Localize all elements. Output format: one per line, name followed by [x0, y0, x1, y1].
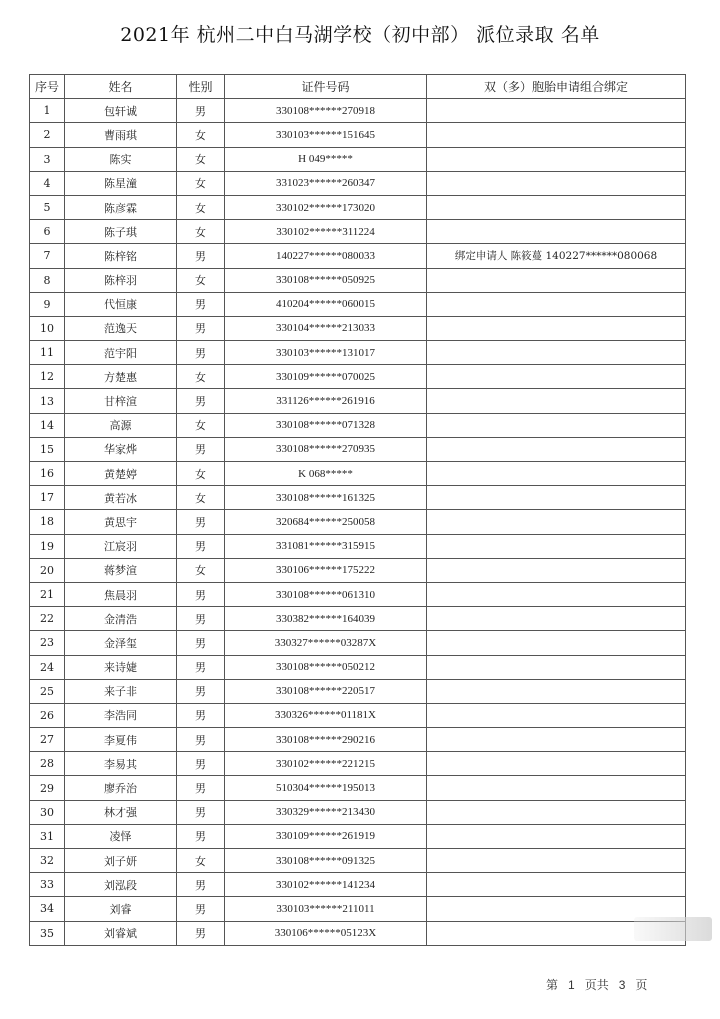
name-cell: 高源 [65, 413, 177, 437]
twin-binding-cell [427, 195, 686, 219]
serial-cell: 16 [30, 462, 65, 486]
table-row [30, 437, 686, 461]
gender-cell: 男 [177, 316, 225, 340]
twin-binding-cell: 绑定申请人 陈筱蔓 140227******080068 [427, 244, 686, 268]
id-number-cell: 330327******03287X [225, 631, 427, 655]
twin-binding-cell [427, 607, 686, 631]
header-name: 姓名 [65, 75, 177, 99]
gender-cell: 男 [177, 728, 225, 752]
serial-cell: 9 [30, 292, 65, 316]
gender-cell: 男 [177, 776, 225, 800]
table-row [30, 510, 686, 534]
gender-cell: 男 [177, 873, 225, 897]
name-cell: 陈梓铭 [65, 244, 177, 268]
id-number-cell: 140227******080033 [225, 244, 427, 268]
table-header [30, 75, 686, 99]
gender-cell: 女 [177, 147, 225, 171]
gender-cell: 女 [177, 486, 225, 510]
gender-cell: 男 [177, 752, 225, 776]
page-footer [546, 976, 647, 993]
id-number-cell: 330109******261919 [225, 824, 427, 848]
id-number-cell: 330108******220517 [225, 679, 427, 703]
gender-cell: 男 [177, 244, 225, 268]
table-row [30, 220, 686, 244]
table-row [30, 679, 686, 703]
table-row [30, 655, 686, 679]
twin-binding-cell [427, 413, 686, 437]
id-number-cell: 320684******250058 [225, 510, 427, 534]
serial-cell: 13 [30, 389, 65, 413]
name-cell: 刘泓段 [65, 873, 177, 897]
twin-binding-cell [427, 437, 686, 461]
twin-binding-cell [427, 123, 686, 147]
serial-cell: 17 [30, 486, 65, 510]
table-row [30, 703, 686, 727]
name-cell: 范逸天 [65, 316, 177, 340]
id-number-cell: 331023******260347 [225, 171, 427, 195]
table-row [30, 365, 686, 389]
table-row [30, 897, 686, 921]
id-number-cell: 330102******311224 [225, 220, 427, 244]
serial-cell: 10 [30, 316, 65, 340]
serial-cell: 24 [30, 655, 65, 679]
twin-binding-cell [427, 147, 686, 171]
id-number-cell: 330103******211011 [225, 897, 427, 921]
name-cell: 陈星潼 [65, 171, 177, 195]
serial-cell: 12 [30, 365, 65, 389]
name-cell: 江宸羽 [65, 534, 177, 558]
header-id-number: 证件号码 [225, 75, 427, 99]
id-number-cell: 410204******060015 [225, 292, 427, 316]
twin-binding-cell [427, 292, 686, 316]
table-row [30, 171, 686, 195]
table-row [30, 316, 686, 340]
serial-cell: 31 [30, 824, 65, 848]
twin-binding-cell [427, 510, 686, 534]
gender-cell: 女 [177, 413, 225, 437]
gender-cell: 男 [177, 655, 225, 679]
gender-cell: 男 [177, 437, 225, 461]
id-number-cell: 330108******061310 [225, 582, 427, 606]
name-cell: 陈子琪 [65, 220, 177, 244]
id-number-cell: H 049***** [225, 147, 427, 171]
table-row [30, 413, 686, 437]
table-row [30, 558, 686, 582]
serial-cell: 19 [30, 534, 65, 558]
id-number-cell: 330108******050212 [225, 655, 427, 679]
serial-cell: 21 [30, 582, 65, 606]
id-number-cell: 330108******270918 [225, 99, 427, 123]
serial-cell: 22 [30, 607, 65, 631]
name-cell: 曹雨琪 [65, 123, 177, 147]
name-cell: 方楚惠 [65, 365, 177, 389]
name-cell: 陈彦霖 [65, 195, 177, 219]
table-row [30, 873, 686, 897]
gender-cell: 女 [177, 462, 225, 486]
name-cell: 蒋梦渲 [65, 558, 177, 582]
serial-cell: 29 [30, 776, 65, 800]
table-row [30, 195, 686, 219]
gender-cell: 男 [177, 582, 225, 606]
id-number-cell: 330106******05123X [225, 921, 427, 945]
gender-cell: 男 [177, 897, 225, 921]
gender-cell: 男 [177, 341, 225, 365]
id-number-cell: 330102******141234 [225, 873, 427, 897]
id-number-cell: 330326******01181X [225, 703, 427, 727]
serial-cell: 20 [30, 558, 65, 582]
current-page-number: 1 [568, 978, 575, 992]
serial-cell: 15 [30, 437, 65, 461]
serial-cell: 27 [30, 728, 65, 752]
gender-cell: 男 [177, 631, 225, 655]
id-number-cell: 330104******213033 [225, 316, 427, 340]
serial-cell: 28 [30, 752, 65, 776]
serial-cell: 6 [30, 220, 65, 244]
twin-binding-cell [427, 316, 686, 340]
table-row [30, 776, 686, 800]
gender-cell: 女 [177, 195, 225, 219]
id-number-cell: 330108******270935 [225, 437, 427, 461]
gender-cell: 男 [177, 679, 225, 703]
table-row [30, 99, 686, 123]
table-row [30, 582, 686, 606]
serial-cell: 14 [30, 413, 65, 437]
id-number-cell: 330108******091325 [225, 849, 427, 873]
twin-binding-cell [427, 752, 686, 776]
serial-cell: 35 [30, 921, 65, 945]
table-row [30, 244, 686, 268]
watermark-logo [634, 917, 712, 941]
id-number-cell: 330329******213430 [225, 800, 427, 824]
footer-suffix: 页 [635, 978, 648, 992]
gender-cell: 男 [177, 607, 225, 631]
serial-cell: 2 [30, 123, 65, 147]
name-cell: 刘睿 [65, 897, 177, 921]
twin-binding-cell [427, 462, 686, 486]
gender-cell: 女 [177, 220, 225, 244]
serial-cell: 26 [30, 703, 65, 727]
name-cell: 黄思宇 [65, 510, 177, 534]
twin-binding-cell [427, 728, 686, 752]
twin-binding-cell [427, 171, 686, 195]
name-cell: 来诗婕 [65, 655, 177, 679]
twin-binding-cell [427, 824, 686, 848]
id-number-cell: 330102******221215 [225, 752, 427, 776]
gender-cell: 女 [177, 365, 225, 389]
table-row [30, 607, 686, 631]
name-cell: 刘子妍 [65, 849, 177, 873]
name-cell: 金泽玺 [65, 631, 177, 655]
table-row [30, 824, 686, 848]
id-number-cell: 330108******290216 [225, 728, 427, 752]
twin-binding-cell [427, 655, 686, 679]
name-cell: 李浩同 [65, 703, 177, 727]
table-row [30, 728, 686, 752]
twin-binding-cell [427, 389, 686, 413]
table-row [30, 462, 686, 486]
serial-cell: 3 [30, 147, 65, 171]
serial-cell: 11 [30, 341, 65, 365]
table-row [30, 292, 686, 316]
table-row [30, 341, 686, 365]
id-number-cell: 510304******195013 [225, 776, 427, 800]
name-cell: 廖乔治 [65, 776, 177, 800]
twin-binding-cell [427, 849, 686, 873]
id-number-cell: 330109******070025 [225, 365, 427, 389]
serial-cell: 5 [30, 195, 65, 219]
twin-binding-cell [427, 268, 686, 292]
table-row [30, 389, 686, 413]
twin-binding-cell [427, 486, 686, 510]
name-cell: 焦晨羽 [65, 582, 177, 606]
document-title: 2021年 杭州二中白马湖学校（初中部） 派位录取 名单 [120, 24, 600, 46]
table-row [30, 147, 686, 171]
serial-cell: 34 [30, 897, 65, 921]
id-number-cell: 331126******261916 [225, 389, 427, 413]
name-cell: 黄楚婷 [65, 462, 177, 486]
twin-binding-cell [427, 703, 686, 727]
table-row [30, 123, 686, 147]
id-number-cell: 330108******161325 [225, 486, 427, 510]
id-number-cell: 331081******315915 [225, 534, 427, 558]
table-row [30, 486, 686, 510]
table-row [30, 921, 686, 945]
serial-cell: 4 [30, 171, 65, 195]
name-cell: 刘睿斌 [65, 921, 177, 945]
name-cell: 华家烨 [65, 437, 177, 461]
gender-cell: 男 [177, 99, 225, 123]
footer-prefix: 第 [546, 978, 559, 992]
name-cell: 代恒康 [65, 292, 177, 316]
name-cell: 李易其 [65, 752, 177, 776]
gender-cell: 女 [177, 123, 225, 147]
twin-binding-cell [427, 631, 686, 655]
gender-cell: 男 [177, 510, 225, 534]
table-row [30, 800, 686, 824]
header-twin-binding: 双（多）胞胎申请组合绑定 [427, 75, 686, 99]
name-cell: 陈梓羽 [65, 268, 177, 292]
footer-middle: 页共 [584, 978, 609, 992]
id-number-cell: 330108******071328 [225, 413, 427, 437]
name-cell: 范宇阳 [65, 341, 177, 365]
total-page-count: 3 [618, 978, 626, 992]
id-number-cell: 330382******164039 [225, 607, 427, 631]
gender-cell: 女 [177, 268, 225, 292]
twin-binding-cell [427, 558, 686, 582]
twin-binding-cell [427, 679, 686, 703]
name-cell: 林才强 [65, 800, 177, 824]
serial-cell: 30 [30, 800, 65, 824]
gender-cell: 男 [177, 800, 225, 824]
name-cell: 凌怿 [65, 824, 177, 848]
id-number-cell: 330108******050925 [225, 268, 427, 292]
name-cell: 陈实 [65, 147, 177, 171]
name-cell: 金清浩 [65, 607, 177, 631]
header-row [30, 75, 686, 99]
twin-binding-cell [427, 341, 686, 365]
twin-binding-cell [427, 873, 686, 897]
serial-cell: 33 [30, 873, 65, 897]
serial-cell: 18 [30, 510, 65, 534]
id-number-cell: 330106******175222 [225, 558, 427, 582]
gender-cell: 女 [177, 558, 225, 582]
gender-cell: 女 [177, 849, 225, 873]
twin-binding-cell [427, 534, 686, 558]
twin-binding-cell [427, 99, 686, 123]
id-number-cell: K 068***** [225, 462, 427, 486]
name-cell: 包轩诚 [65, 99, 177, 123]
name-cell: 李夏伟 [65, 728, 177, 752]
header-serial: 序号 [30, 75, 65, 99]
twin-binding-cell [427, 582, 686, 606]
table-body [30, 99, 686, 946]
gender-cell: 男 [177, 389, 225, 413]
serial-cell: 25 [30, 679, 65, 703]
table-row [30, 752, 686, 776]
gender-cell: 男 [177, 824, 225, 848]
serial-cell: 32 [30, 849, 65, 873]
gender-cell: 男 [177, 703, 225, 727]
serial-cell: 23 [30, 631, 65, 655]
name-cell: 甘梓渲 [65, 389, 177, 413]
twin-binding-cell [427, 776, 686, 800]
serial-cell: 1 [30, 99, 65, 123]
twin-binding-cell [427, 365, 686, 389]
gender-cell: 男 [177, 921, 225, 945]
id-number-cell: 330103******131017 [225, 341, 427, 365]
gender-cell: 男 [177, 534, 225, 558]
name-cell: 黄若冰 [65, 486, 177, 510]
table-row [30, 849, 686, 873]
header-gender: 性别 [177, 75, 225, 99]
twin-binding-cell [427, 800, 686, 824]
id-number-cell: 330102******173020 [225, 195, 427, 219]
gender-cell: 男 [177, 292, 225, 316]
id-number-cell: 330103******151645 [225, 123, 427, 147]
name-cell: 来子非 [65, 679, 177, 703]
table-row [30, 268, 686, 292]
twin-binding-cell [427, 220, 686, 244]
table-row [30, 534, 686, 558]
table-row [30, 631, 686, 655]
gender-cell: 女 [177, 171, 225, 195]
serial-cell: 7 [30, 244, 65, 268]
serial-cell: 8 [30, 268, 65, 292]
admission-roster-table [29, 74, 686, 946]
